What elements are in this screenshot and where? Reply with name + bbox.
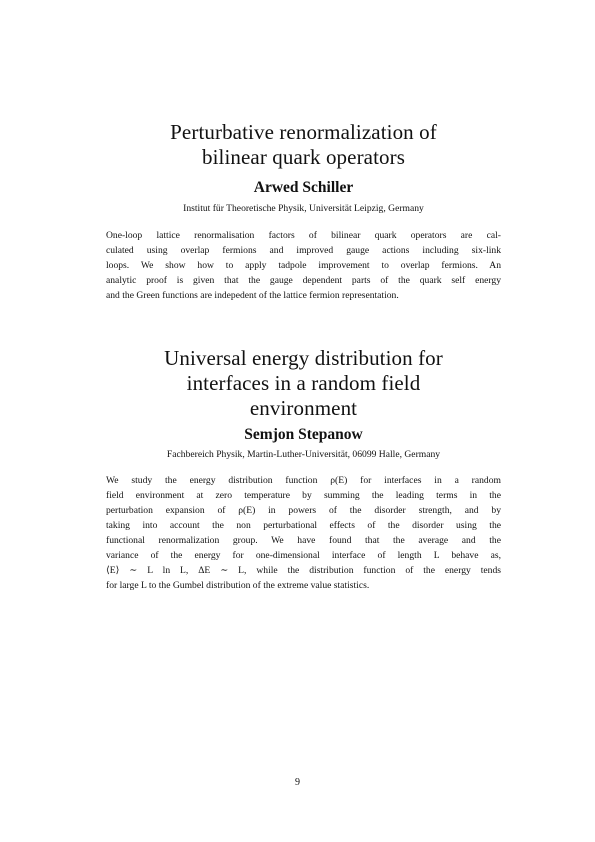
paper-author: Arwed Schiller bbox=[253, 179, 354, 196]
title-line: Perturbative renormalization of bbox=[170, 120, 437, 144]
abstract-text bbox=[106, 473, 501, 593]
paper-affiliation: Fachbereich Physik, Martin-Luther-Universität, 06099 Halle, Germany bbox=[166, 449, 441, 460]
abstract-line: loops. We show how to apply tadpole improvement to overlap fermions. An bbox=[106, 260, 501, 271]
paper-author: Semjon Stepanow bbox=[244, 426, 363, 443]
paper-title bbox=[106, 120, 501, 170]
title-line: Universal energy distribution for bbox=[164, 346, 443, 370]
abstract-line: taking into account the non perturbational effects of the disorder using the bbox=[106, 520, 501, 531]
abstract-line: perturbation expansion of ρ(E) in powers of the disorder strength, and by bbox=[106, 505, 501, 516]
paper-title bbox=[106, 346, 501, 421]
abstract-schiller bbox=[106, 120, 501, 303]
abstract-line: field environment at zero temperature by summing the leading terms in the bbox=[106, 490, 501, 501]
abstract-line: variance of the energy for one-dimensional interface of length L behave as, bbox=[106, 550, 501, 561]
abstract-stepanow bbox=[106, 346, 501, 593]
title-line: interfaces in a random field bbox=[186, 371, 421, 395]
title-line: environment bbox=[249, 396, 358, 420]
title-line: bilinear quark operators bbox=[202, 145, 405, 169]
abstract-text bbox=[106, 228, 501, 303]
abstract-line: culated using overlap fermions and improved gauge actions including six-link bbox=[106, 245, 501, 256]
abstract-line: We study the energy distribution function ρ(E) for interfaces in a random bbox=[106, 475, 501, 486]
abstract-line: analytic proof is given that the gauge dependent parts of the quark self energy bbox=[106, 275, 501, 286]
abstract-line: functional renormalization group. We have found that the average and the bbox=[106, 535, 501, 546]
abstract-line: ⟨E⟩ ∼ L ln L, ΔE ∼ L, while the distribution function of the energy tends bbox=[106, 565, 501, 576]
abstract-line: and the Green functions are indepedent of the lattice fermion representation. bbox=[106, 290, 399, 301]
paper-affiliation: Institut für Theoretische Physik, Universität Leipzig, Germany bbox=[183, 203, 424, 214]
abstract-line: One-loop lattice renormalisation factors of bilinear quark operators are cal- bbox=[106, 230, 501, 241]
abstract-line: for large L to the Gumbel distribution of the extreme value statistics. bbox=[106, 580, 370, 591]
page-number: 9 bbox=[295, 777, 300, 788]
